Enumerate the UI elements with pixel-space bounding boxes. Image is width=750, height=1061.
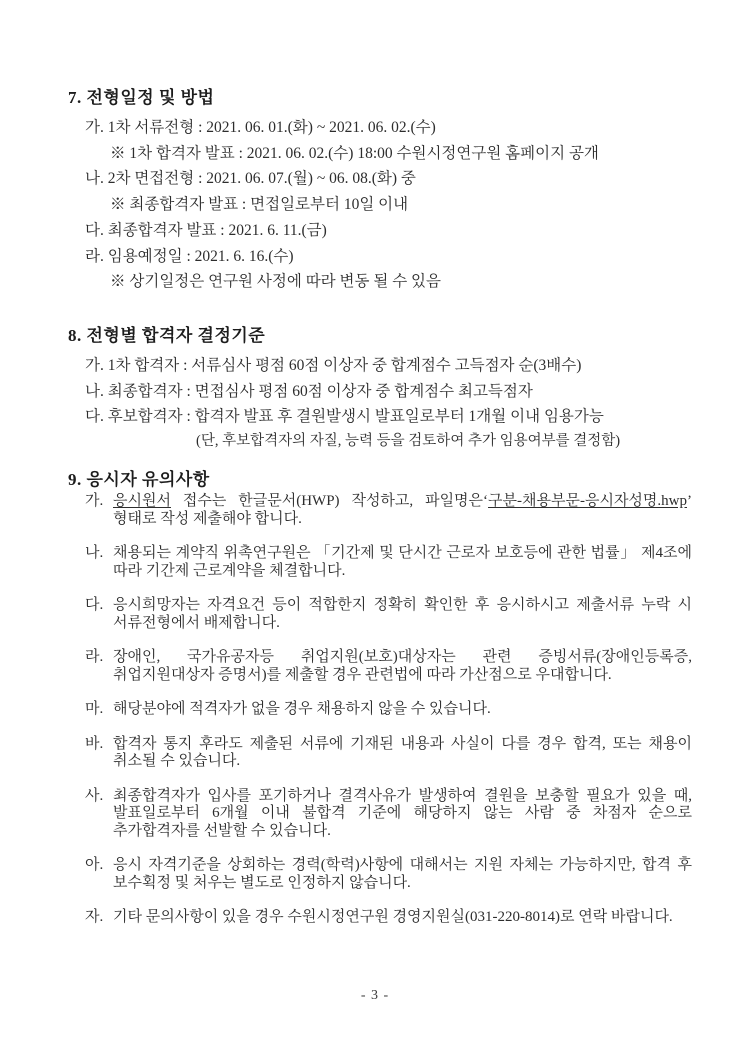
section-criteria: [68, 326, 692, 453]
item-label: 사.: [85, 787, 104, 804]
notice-item-sa: [68, 788, 692, 841]
page-number: - 3 -: [360, 988, 390, 1003]
item-text: 채용되는 계약직 위촉연구원은 「기간제 및 단시간 근로자 보호등에 관한 법률」 제4조에 따라 기간제 근로계약을 체결합니다.: [113, 545, 692, 579]
item-label: 나.: [85, 545, 104, 562]
notice-item-na: [68, 545, 692, 580]
notice-item-da: [68, 597, 692, 632]
section8-heading: 8. 전형별 합격자 결정기준: [68, 325, 266, 345]
notice-item-ba: [68, 736, 692, 771]
section7-heading: 7. 전형일정 및 방법: [68, 88, 215, 107]
notice-item-ga: [68, 493, 692, 528]
item-text: [113, 493, 692, 528]
item-label: 마.: [85, 701, 104, 718]
item-label: 자.: [85, 909, 104, 926]
plain-text: ’ 형태로 작성 제출해야 합니다.: [113, 493, 692, 527]
plain-text: 접수는 한글문서(HWP) 작성하고, 파일명은‘: [170, 493, 489, 510]
item-label: 가.: [85, 493, 104, 510]
section7-line-note2: ※ 최종합격자 발표 : 면접일로부터 10일 이내: [110, 196, 409, 214]
notice-item-ma: [68, 701, 692, 719]
section8-line-ga: 가. 1차 합격자 : 서류심사 평점 60점 이상자 중 합계점수 고득점자 순(3배수): [85, 356, 582, 374]
section9-heading: 9. 응시자 유의사항: [68, 470, 210, 490]
section7-line-ga: 가. 1차 서류전형 : 2021. 06. 01.(화) ~ 2021. 06. 02.(수): [85, 119, 436, 136]
item-text: 해당분야에 적격자가 없을 경우 채용하지 않을 수 있습니다.: [113, 701, 491, 718]
item-text: 응시 자격기준을 상회하는 경력(학력)사항에 대해서는 지원 자체는 가능하지만, 합격 후 보수획정 및 처우는 별도로 인정하지 않습니다.: [113, 857, 692, 891]
underlined-filename: 구분-채용부문-응시자성명.hwp: [488, 493, 687, 510]
notice-item-a: [68, 857, 692, 892]
notice-item-ja: [68, 909, 692, 927]
section8-line-na: 나. 최종합격자 : 면접심사 평점 60점 이상자 중 합계점수 최고득점자: [85, 382, 533, 400]
section7-line-da: 다. 최종합격자 발표 : 2021. 6. 11.(금): [85, 221, 327, 239]
item-text: 최종합격자가 입사를 포기하거나 결격사유가 발생하여 결원을 보충할 필요가 있을 때, 발표일로부터 6개월 이내 불합격 기준에 해당하지 않는 사람 중 차점자 순으로 추가합격자를 선발할 수 있습니다.: [113, 787, 692, 839]
section-schedule: [68, 88, 692, 295]
underlined-text: 응시원서: [113, 493, 171, 510]
item-text: 장애인, 국가유공자등 취업지원(보호)대상자는 관련 증빙서류(장애인등록증, 취업지원대상자 증명서)를 제출할 경우 관련법에 따라 가산점으로 우대합니다.: [113, 649, 692, 683]
section7-line-note1: ※ 1차 합격자 발표 : 2021. 06. 02.(수) 18:00 수원시정연구원 홈페이지 공개: [110, 144, 599, 162]
section-notes: [68, 470, 692, 927]
item-label: 아.: [85, 857, 104, 874]
item-text: 기타 문의사항이 있을 경우 수원시정연구원 경영지원실(031-220-8014)로 연락 바랍니다.: [113, 909, 673, 926]
item-label: 다.: [85, 597, 104, 614]
section7-line-ra: 라. 임용예정일 : 2021. 6. 16.(수): [85, 247, 294, 265]
notice-item-ra: [68, 649, 692, 684]
section7-line-na: 나. 2차 면접전형 : 2021. 06. 07.(월) ~ 06. 08.(화) 중: [85, 170, 416, 188]
item-text: 응시희망자는 자격요건 등이 적합한지 정확히 확인한 후 응시하시고 제출서류 누락 시 서류전형에서 배제합니다.: [113, 597, 692, 631]
section7-line-note3: ※ 상기일정은 연구원 사정에 따라 변동 될 수 있음: [110, 273, 441, 291]
section8-line-da: 다. 후보합격자 : 합격자 발표 후 결원발생시 발표일로부터 1개월 이내 임용가능: [85, 408, 604, 426]
item-label: 라.: [85, 649, 104, 666]
item-text: 합격자 통지 후라도 제출된 서류에 기재된 내용과 사실이 다를 경우 합격, 또는 채용이 취소될 수 있습니다.: [113, 735, 692, 770]
item-label: 바.: [85, 735, 104, 752]
section8-note: (단, 후보합격자의 자질, 능력 등을 검토하여 추가 임용여부를 결정함): [196, 433, 621, 450]
